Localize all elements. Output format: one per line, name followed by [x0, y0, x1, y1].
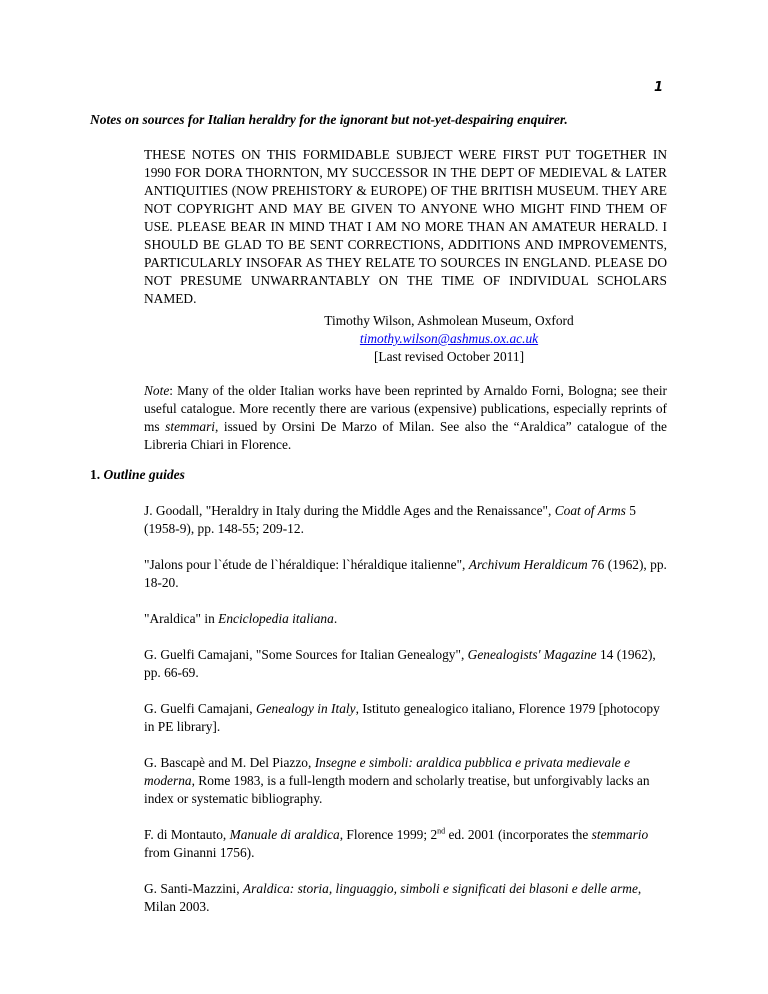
reference-item: "Jalons pour l`étude de l`héraldique: l`héraldique italienne", Archivum Heraldicum 76 (1962), pp. 18-20.	[144, 557, 667, 590]
reference-item: G. Guelfi Camajani, "Some Sources for Italian Genealogy", Genealogists' Magazine 14 (1962), pp. 66-69.	[144, 647, 656, 680]
email-link[interactable]: timothy.wilson@ashmus.ox.ac.uk	[359, 331, 539, 346]
reference-item: G. Guelfi Camajani, Genealogy in Italy, Istituto genealogico italiano, Florence 1979 [photocopy in PE library].	[144, 701, 660, 734]
page-number: 1	[654, 80, 664, 95]
signature-name: Timothy Wilson, Ashmolean Museum, Oxford	[324, 313, 574, 328]
signature-block	[312, 312, 586, 366]
intro-paragraph: THESE NOTES ON THIS FORMIDABLE SUBJECT WERE FIRST PUT TOGETHER IN 1990 FOR DORA THORNTON, MY SUCCESSOR IN THE DEPT OF MEDIEVAL & LATER ANTIQUITIES (NOW PREHISTORY & EUROPE) OF THE BRITISH MUSEUM. THEY ARE NOT COPYRIGHT AND MAY BE GIVEN TO ANYONE WHO MIGHT FIND THEM OF USE. PLEASE BEAR IN MIND THAT I AM NO MORE THAN AN AMATEUR HERALD. I SHOULD BE GLAD TO BE SENT CORRECTIONS, ADDITIONS AND IMPROVEMENTS, PARTICULARLY INSOFAR AS THEY RELATE TO SOURCES IN ENGLAND. PLEASE DO NOT PRESUME UNWARRANTABLY ON THE TIME OF INDIVIDUAL SCHOLARS NAMED.	[144, 147, 667, 306]
note-paragraph: Note: Many of the older Italian works have been reprinted by Arnaldo Forni, Bologna; see their useful catalogue. More recently there are various (expensive) publications, especially reprints of ms stemmari, issued by Orsini De Marzo of Milan. See also the “Araldica” catalogue of the Libreria Chiari in Florence.	[144, 383, 668, 452]
document-title: Notes on sources for Italian heraldry for the ignorant but not-yet-despairing enquirer.	[90, 112, 568, 127]
reference-item: J. Goodall, "Heraldry in Italy during the Middle Ages and the Renaissance", Coat of Arms 5 (1958-9), pp. 148-55; 209-12.	[144, 503, 636, 536]
reference-item: "Araldica" in Enciclopedia italiana.	[144, 611, 338, 626]
reference-item: G. Santi-Mazzini, Araldica: storia, linguaggio, simboli e significati dei blasoni e delle arme, Milan 2003.	[144, 881, 642, 914]
reference-item: F. di Montauto, Manuale di araldica, Florence 1999; 2nd ed. 2001 (incorporates the stemmario from Ginanni 1756).	[144, 826, 649, 860]
reference-item: G. Bascapè and M. Del Piazzo, Insegne e simboli: araldica pubblica e privata medievale e moderna, Rome 1983, is a full-length modern and scholarly treatise, but unforgivably lacks an index or systematic bibliography.	[144, 755, 650, 806]
section-heading-outline-guides: 1. Outline guides	[90, 467, 185, 482]
revision-date: [Last revised October 2011]	[373, 349, 525, 364]
reference-list	[144, 502, 667, 934]
note-label: Note	[144, 383, 170, 398]
